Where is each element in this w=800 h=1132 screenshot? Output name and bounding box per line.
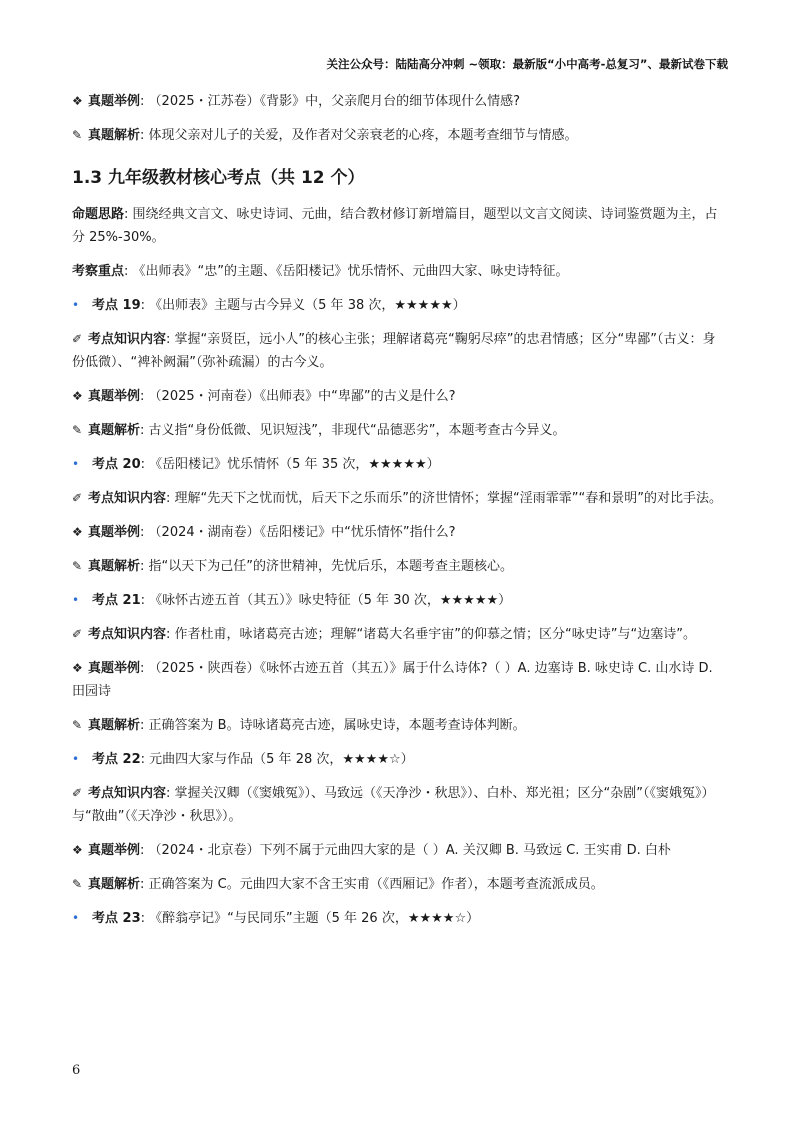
knowledge-label: 考点知识内容 [88,786,167,801]
knowledge-row [72,328,728,374]
pen-icon: ✐ [72,332,83,346]
pen-icon: ✐ [72,491,83,505]
diamond-icon: ❖ [72,661,83,675]
section-title: 1.3 九年级教材核心考点（共 12 个） [72,168,365,188]
idea-text: 围绕经典文言文、咏史诗词、元曲，结合教材修订新增篇目，题型以文言文阅读、诗词鉴赏题为主，占分 25%-30%。 [72,207,718,245]
example-text: （2025・陕西卷）《咏怀古迹五首（其五）》属于什么诗体?（ ）A. 边塞诗 B. 咏史诗 C. 山水诗 D. 田园诗 [72,661,713,699]
page-content [72,90,728,941]
label-colon: : [140,559,145,574]
point-title: 《醉翁亭记》“与民同乐”主题（5 年 26 次，★★★★☆） [149,911,480,926]
pencil-icon: ✎ [72,128,83,142]
knowledge-row [72,782,728,828]
label-colon: : [140,718,145,733]
point-title-row [72,589,728,612]
knowledge-label: 考点知识内容 [88,627,167,642]
example-label: 真题举例 [88,661,141,676]
example-label: 真题举例 [88,843,141,858]
bullet-icon: • [72,593,80,607]
point-title-row [72,907,728,930]
example-text: （2024・北京卷）下列不属于元曲四大家的是（ ）A. 关汉卿 B. 马致远 C. 王实甫 D. 白朴 [148,843,671,858]
example-text: （2024・湖南卷）《岳阳楼记》中“忧乐情怀”指什么? [148,525,456,540]
diamond-icon: ❖ [72,389,83,403]
knowledge-text: 理解“先天下之忧而忧，后天下之乐而乐”的济世情怀；掌握“淫雨霏霏”“春和景明”的对比手法。 [174,491,722,506]
bullet-icon: • [72,752,80,766]
idea-label: 命题思路 [72,207,125,222]
diamond-icon: ❖ [72,525,83,539]
pencil-icon: ✎ [72,877,83,891]
point-title: 《出师表》主题与古今异义（5 年 38 次，★★★★★） [149,298,466,313]
point-label: 考点 22 [92,752,141,767]
analysis-label: 真题解析 [88,423,141,438]
pencil-icon: ✎ [72,718,83,732]
example-row [72,90,728,113]
analysis-row [72,419,728,442]
analysis-row [72,714,728,737]
label-colon: : [140,457,146,472]
analysis-label: 真题解析 [88,128,141,143]
example-text: （2025・江苏卷）《背影》中，父亲爬月台的细节体现什么情感? [148,94,521,109]
analysis-text: 正确答案为 B。诗咏诸葛亮古迹，属咏史诗，本题考查诗体判断。 [148,718,526,733]
focus-row [72,260,728,283]
label-colon: : [166,786,171,801]
point-label: 考点 20 [92,457,141,472]
pencil-icon: ✎ [72,423,83,437]
pen-icon: ✐ [72,786,83,800]
knowledge-label: 考点知识内容 [88,332,167,347]
diamond-icon: ❖ [72,843,83,857]
idea-row [72,203,728,249]
analysis-text: 体现父亲对儿子的关爱，及作者对父亲衰老的心疼，本题考查细节与情感。 [148,128,578,143]
bullet-icon: • [72,457,80,471]
page-number: 6 [72,1063,81,1078]
analysis-row [72,124,728,147]
label-colon: : [124,264,129,279]
analysis-label: 真题解析 [88,718,141,733]
example-text: （2025・河南卷）《出师表》中“卑鄙”的古义是什么? [148,389,456,404]
example-row [72,385,728,408]
knowledge-text: 掌握关汉卿（《窦娥冤》）、马致远（《天净沙・秋思》）、白朴、郑光祖；区分“杂剧”（《窦娥冤》）与“散曲”（《天净沙・秋思》）。 [72,786,715,824]
pen-icon: ✐ [72,627,83,641]
label-colon: : [124,207,129,222]
knowledge-label: 考点知识内容 [88,491,167,506]
label-colon: : [140,389,145,404]
knowledge-row [72,487,728,510]
point-label: 考点 19 [92,298,141,313]
analysis-label: 真题解析 [88,877,141,892]
pencil-icon: ✎ [72,559,83,573]
bullet-icon: • [72,298,80,312]
example-label: 真题举例 [88,525,141,540]
label-colon: : [140,525,145,540]
knowledge-text: 作者杜甫，咏诸葛亮古迹；理解“诸葛大名垂宇宙”的仰慕之情；区分“咏史诗”与“边塞诗”。 [174,627,696,642]
label-colon: : [140,423,145,438]
diamond-icon: ❖ [72,94,83,108]
example-row [72,839,728,862]
label-colon: : [140,593,146,608]
focus-label: 考察重点 [72,264,125,279]
analysis-label: 真题解析 [88,559,141,574]
label-colon: : [140,911,146,926]
bullet-icon: • [72,911,80,925]
page-header: 关注公众号：陆陆高分冲刺 ~领取：最新版“小中高考-总复习”、最新试卷下载 [326,57,728,71]
knowledge-text: 掌握“亲贤臣，远小人”的核心主张；理解诸葛亮“鞠躬尽瘁”的忠君情感；区分“卑鄙”（古义：身份低微）、“裨补阙漏”（弥补疏漏）的古今义。 [72,332,716,370]
label-colon: : [140,661,145,676]
point-label: 考点 23 [92,911,141,926]
label-colon: : [140,843,145,858]
knowledge-row [72,623,728,646]
label-colon: : [166,491,171,506]
analysis-row [72,873,728,896]
point-title: 《咏怀古迹五首（其五）》咏史特征（5 年 30 次，★★★★★） [149,593,512,608]
analysis-row [72,555,728,578]
example-row [72,521,728,544]
point-title: 《岳阳楼记》忧乐情怀（5 年 35 次，★★★★★） [149,457,440,472]
label-colon: : [166,332,171,347]
focus-text: 《出师表》“忠”的主题、《岳阳楼记》忧乐情怀、元曲四大家、咏史诗特征。 [132,264,569,279]
analysis-text: 正确答案为 C。元曲四大家不含王实甫（《西厢记》作者），本题考查流派成员。 [148,877,604,892]
point-title: 元曲四大家与作品（5 年 28 次，★★★★☆） [149,752,414,767]
label-colon: : [140,128,145,143]
label-colon: : [140,298,146,313]
label-colon: : [166,627,171,642]
point-title-row [72,294,728,317]
analysis-text: 古义指“身份低微、见识短浅”，非现代“品德恶劣”，本题考查古今异义。 [148,423,566,438]
point-title-row [72,453,728,476]
example-row [72,657,728,703]
label-colon: : [140,877,145,892]
point-title-row [72,748,728,771]
label-colon: : [140,752,146,767]
example-label: 真题举例 [88,389,141,404]
label-colon: : [140,94,145,109]
example-label: 真题举例 [88,94,141,109]
analysis-text: 指“以天下为己任”的济世精神，先忧后乐，本题考查主题核心。 [148,559,514,574]
point-label: 考点 21 [92,593,141,608]
